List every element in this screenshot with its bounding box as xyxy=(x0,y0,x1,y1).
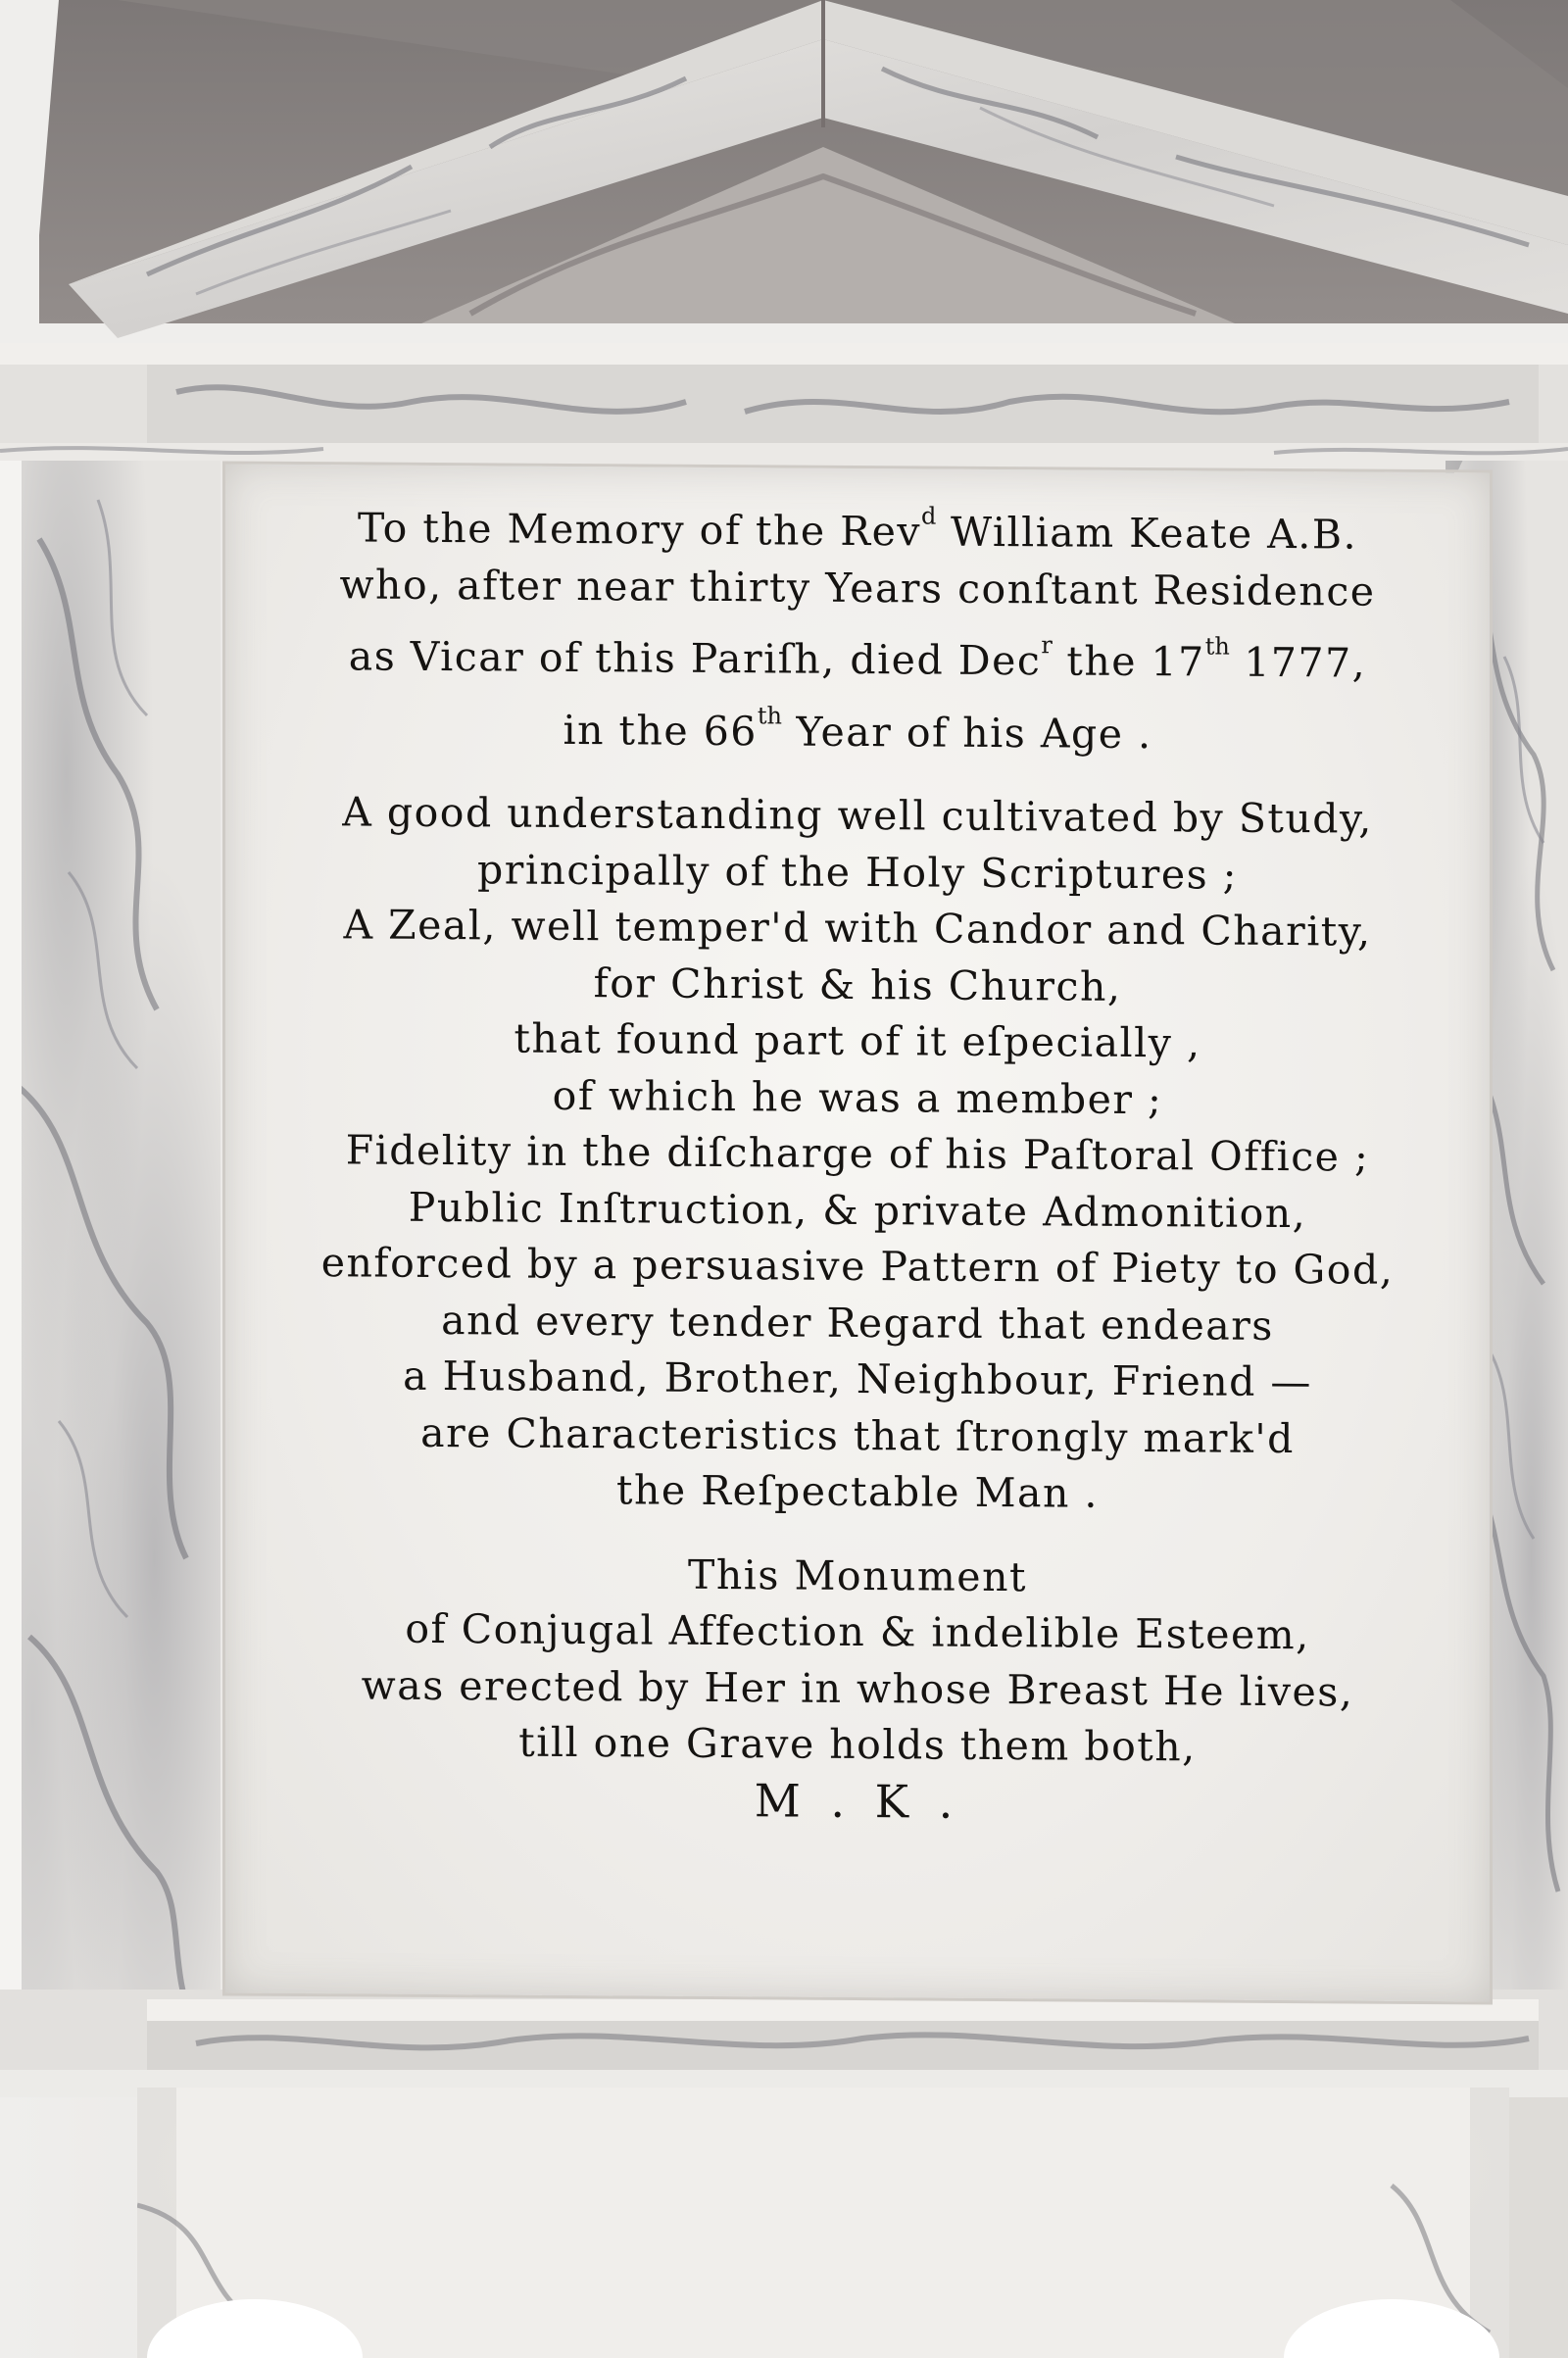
inscription-line: the Reſpectable Man . xyxy=(616,1466,1099,1517)
inscription-line: and every tender Regard that endears xyxy=(441,1296,1274,1350)
inscription-line: principally of the Holy Scriptures ; xyxy=(476,845,1238,899)
inscription-line: for Christ & his Church, xyxy=(593,958,1122,1010)
marble-cornice xyxy=(0,333,1568,470)
inscription-line: was erected by Her in whose Breast He lives, xyxy=(361,1660,1354,1716)
inscription-line: enforced by a persuasive Pattern of Piety to God, xyxy=(320,1239,1395,1294)
marble-pediment xyxy=(0,0,1568,372)
inscription-line: Public Inſtruction, & private Admonition, xyxy=(408,1183,1307,1237)
inscription-signature: M . K . xyxy=(754,1773,961,1829)
inscription-line: of which he was a member ; xyxy=(552,1071,1163,1123)
inscription-line: who, after near thirty Years conſtant Residence xyxy=(339,560,1376,615)
inscription-line: This Monument xyxy=(688,1550,1027,1600)
inscription-tablet xyxy=(225,464,1490,2001)
left-marble-pilaster xyxy=(0,461,220,2029)
inscription-line: a Husband, Brother, Neighbour, Friend — xyxy=(403,1351,1312,1406)
marble-base-panel xyxy=(137,2088,1509,2358)
marble-ledge xyxy=(0,1990,1568,2097)
inscription-line: Fidelity in the diſcharge of his Paſtoral Office ; xyxy=(345,1126,1370,1181)
inscription-line: of Conjugal Affection & indelible Esteem, xyxy=(405,1604,1310,1659)
inscription-line: till one Grave holds them both, xyxy=(518,1718,1197,1771)
inscription-line: as Vicar of this Pariſh, died Dec$^r$ the 17th 1777, xyxy=(348,631,1367,687)
inscription-line: A Zeal, well temper'd with Candor and Charity, xyxy=(343,901,1372,956)
inscription-line: To the Memory of the Rev$^d$ William Keate A.B. xyxy=(358,502,1357,559)
inscription-line: are Characteristics that ſtrongly mark'd xyxy=(420,1408,1295,1462)
inscription-line: in the 66th Year of his Age . xyxy=(563,701,1152,758)
inscription-line: that found part of it eſpecially , xyxy=(514,1014,1201,1067)
inscription-line: A good understanding well cultivated by Study, xyxy=(342,788,1373,843)
inscription-text xyxy=(225,483,1490,1834)
